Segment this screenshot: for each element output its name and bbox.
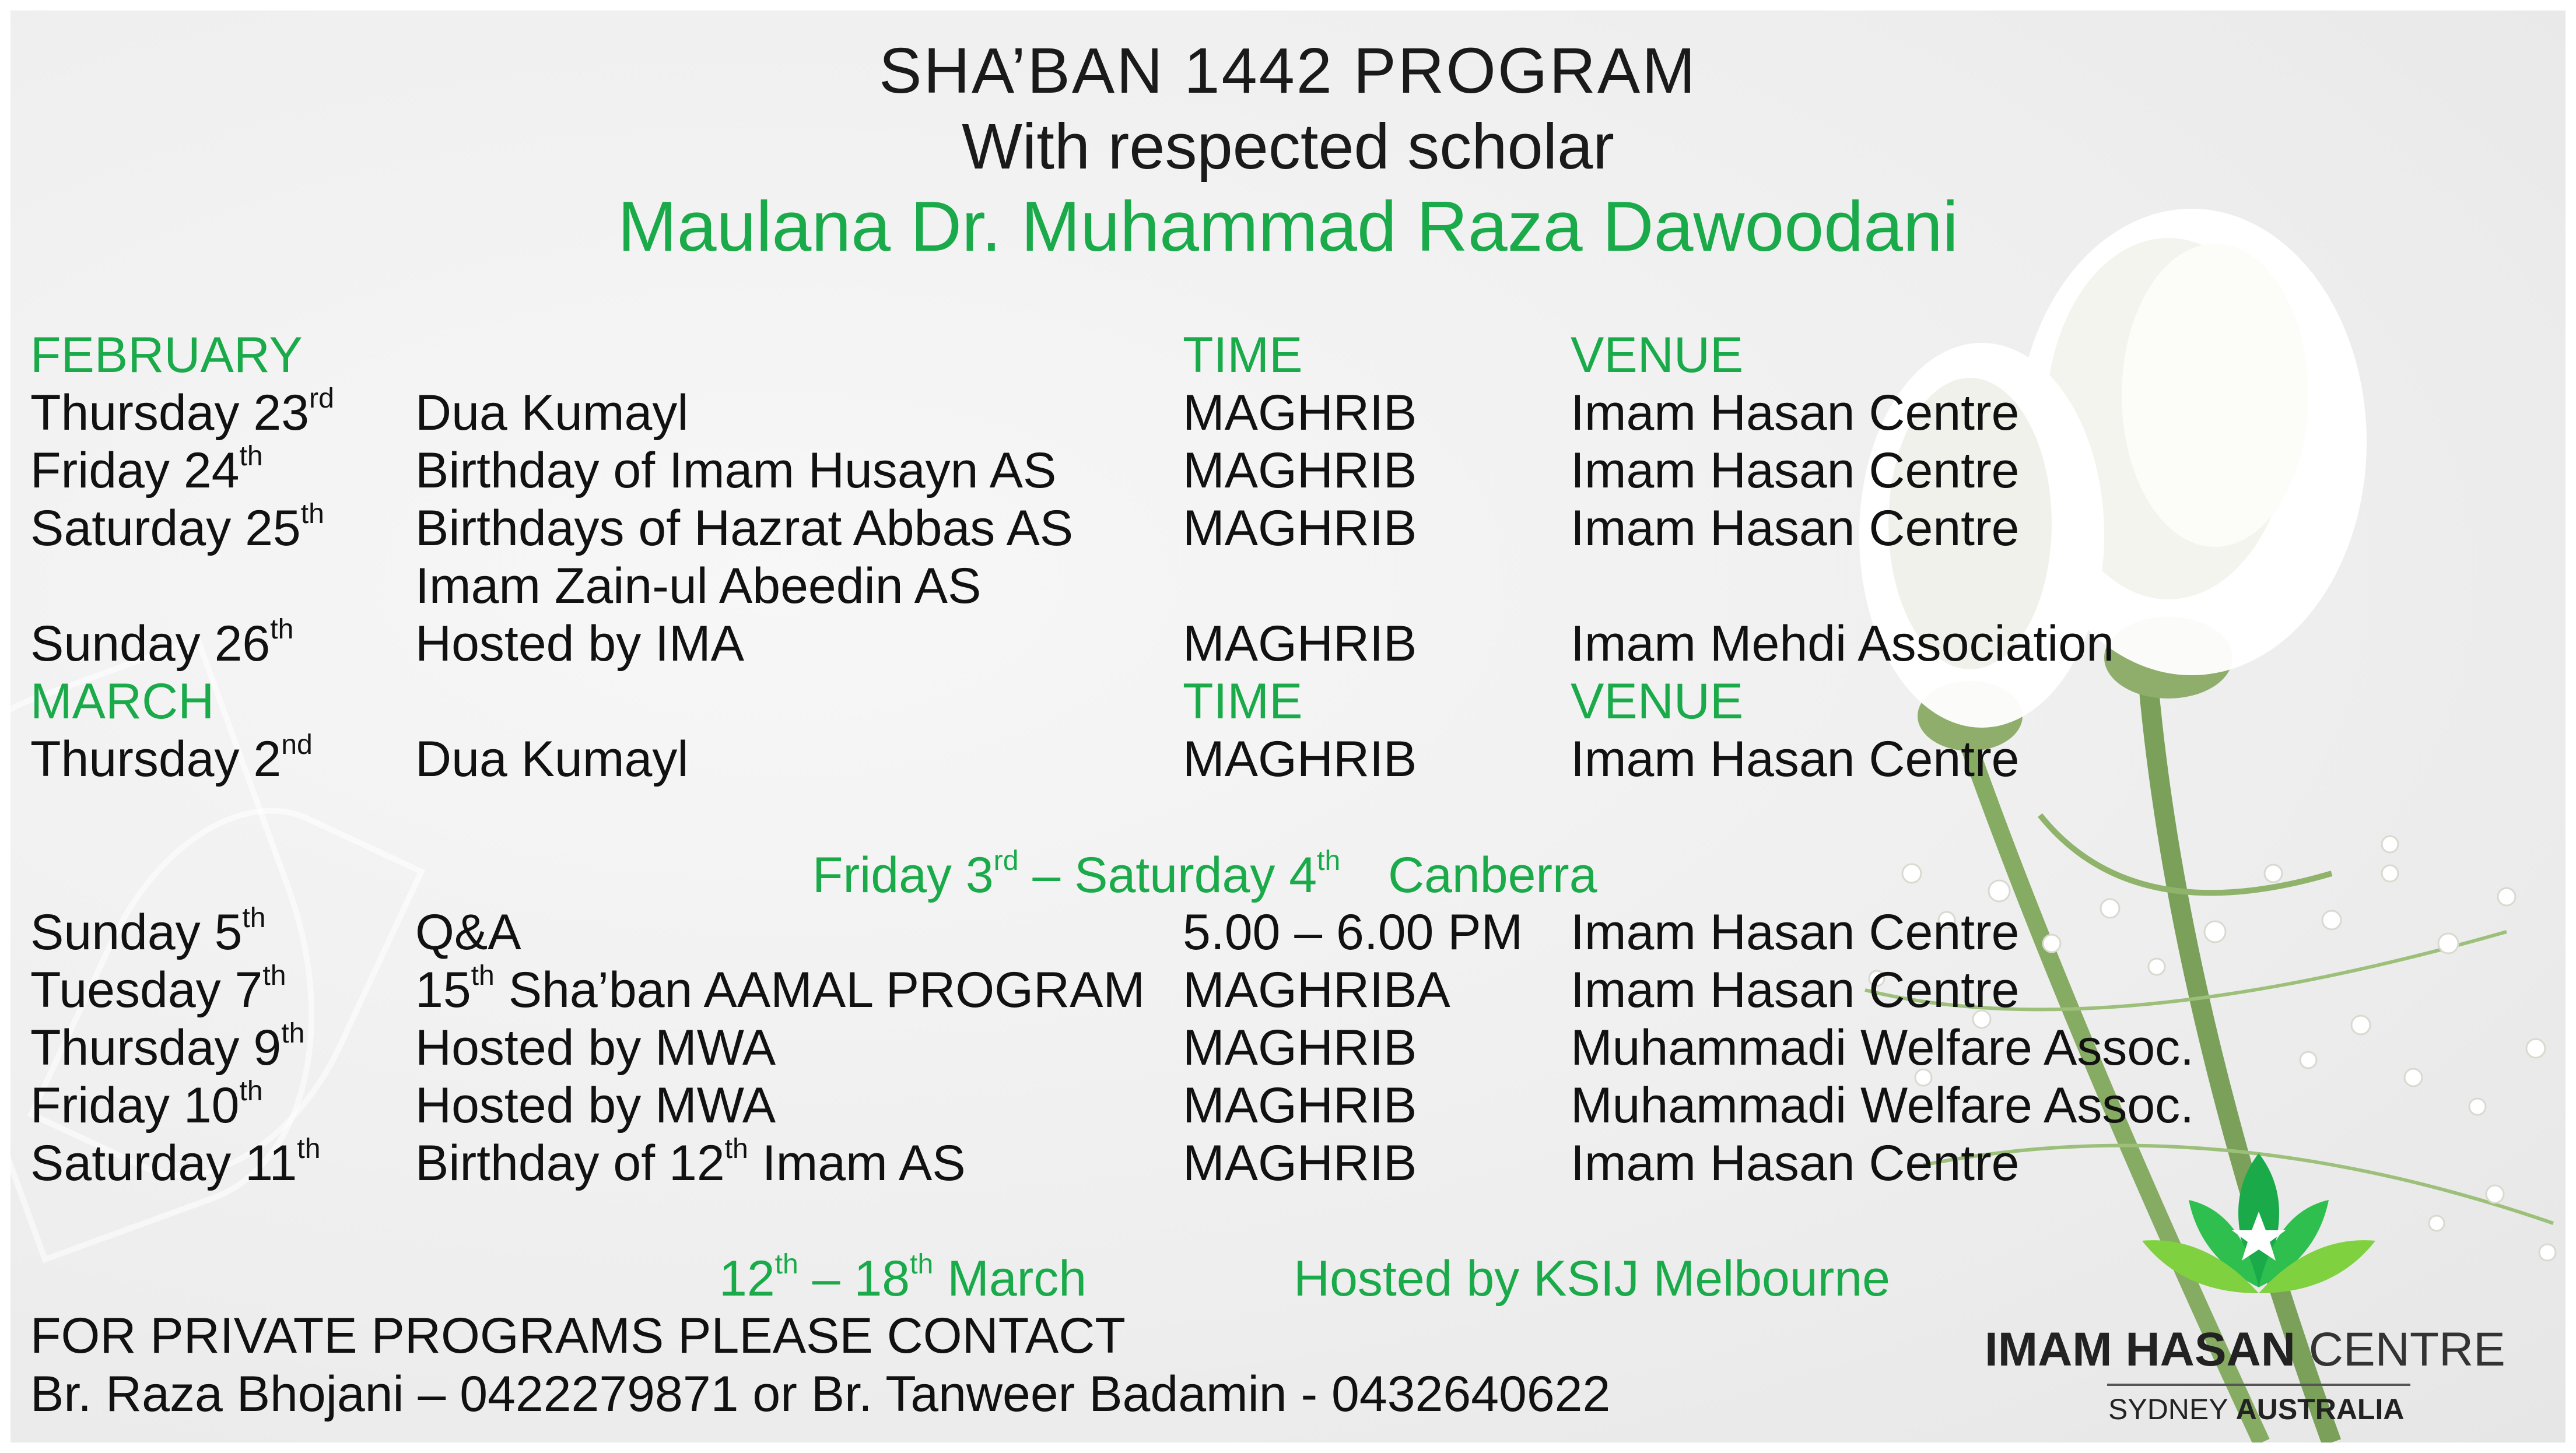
march-time-heading: TIME [1183, 673, 1303, 729]
schedule-time: MAGHRIB [1183, 385, 1417, 441]
schedule-day: Thursday 9th [30, 1017, 305, 1076]
lotus-star-icon [2136, 1142, 2381, 1317]
schedule-day: Saturday 11th [30, 1133, 321, 1191]
logo-divider [2107, 1384, 2410, 1386]
imam-hasan-centre-logo [1985, 1142, 2527, 1426]
schedule-day: Saturday 25th [30, 498, 324, 556]
schedule-event: Birthday of Imam Husayn AS [415, 443, 1057, 499]
schedule-day: Sunday 5th [30, 902, 266, 960]
schedule-day: Thursday 23rd [30, 382, 334, 441]
contact-details: Br. Raza Bhojani – 0422279871 or Br. Tanweer Badamin - 0432640622 [30, 1366, 1611, 1422]
schedule-time: MAGHRIB [1183, 1078, 1417, 1133]
schedule-time: MAGHRIB [1183, 500, 1417, 556]
page-subtitle: With respected scholar [962, 111, 1614, 182]
schedule-time: MAGHRIB [1183, 1020, 1417, 1076]
schedule-time: MAGHRIB [1183, 731, 1417, 787]
schedule-day: Tuesday 7th [30, 960, 286, 1018]
schedule-time: MAGHRIB [1183, 1135, 1417, 1191]
schedule-time: MAGHRIBA [1183, 962, 1450, 1018]
canberra-location: Canberra [1388, 847, 1597, 903]
schedule-day: Sunday 26th [30, 613, 294, 672]
schedule-venue: Imam Hasan Centre [1571, 904, 2020, 960]
schedule-day: Thursday 2nd [30, 729, 313, 787]
schedule-venue: Imam Hasan Centre [1571, 443, 2020, 499]
schedule-time: MAGHRIB [1183, 443, 1417, 499]
scholar-name: Maulana Dr. Muhammad Raza Dawoodani [618, 187, 1958, 266]
logo-text: IMAM HASAN CENTRE [1985, 1323, 2505, 1376]
schedule-event: Q&A [415, 904, 521, 960]
february-venue-heading: VENUE [1571, 327, 1744, 383]
schedule-venue: Imam Hasan Centre [1571, 385, 2020, 441]
schedule-venue: Muhammadi Welfare Assoc. [1571, 1078, 2195, 1133]
melbourne-dates: 12th – 18th March [719, 1248, 1087, 1307]
schedule-event: Birthdays of Hazrat Abbas AS [415, 500, 1074, 556]
page-title: SHA’BAN 1442 PROGRAM [879, 35, 1697, 107]
program-poster [10, 10, 2566, 1443]
schedule-event: Dua Kumayl [415, 385, 689, 441]
schedule-event: Hosted by MWA [415, 1078, 776, 1133]
schedule-venue: Muhammadi Welfare Assoc. [1571, 1020, 2195, 1076]
schedule-venue: Imam Hasan Centre [1571, 731, 2020, 787]
schedule-event: 15th Sha’ban AAMAL PROGRAM [415, 960, 1145, 1018]
logo-subtitle: SYDNEY AUSTRALIA [2108, 1393, 2405, 1426]
schedule-event: Dua Kumayl [415, 731, 689, 787]
schedule-venue: Imam Hasan Centre [1571, 962, 2020, 1018]
schedule-time: 5.00 – 6.00 PM [1183, 904, 1523, 960]
schedule-event: Hosted by IMA [415, 616, 744, 672]
schedule-time: MAGHRIB [1183, 616, 1417, 672]
contact-heading: FOR PRIVATE PROGRAMS PLEASE CONTACT [30, 1308, 1126, 1364]
schedule-venue: Imam Hasan Centre [1571, 1135, 2020, 1191]
schedule-event: Birthday of 12th Imam AS [415, 1133, 966, 1191]
march-heading: MARCH [30, 673, 215, 729]
schedule-event: Hosted by MWA [415, 1020, 776, 1076]
canberra-dates: Friday 3rd – Saturday 4th [812, 845, 1341, 903]
february-time-heading: TIME [1183, 327, 1303, 383]
schedule-venue: Imam Hasan Centre [1571, 500, 2020, 556]
march-venue-heading: VENUE [1571, 673, 1744, 729]
schedule-event-second-line: Imam Zain-ul Abeedin AS [415, 558, 982, 614]
schedule-day: Friday 24th [30, 440, 263, 499]
february-heading: FEBRUARY [30, 327, 303, 383]
schedule-venue: Imam Mehdi Association [1571, 616, 2115, 672]
melbourne-host: Hosted by KSIJ Melbourne [1294, 1251, 1890, 1307]
schedule-day: Friday 10th [30, 1075, 263, 1133]
